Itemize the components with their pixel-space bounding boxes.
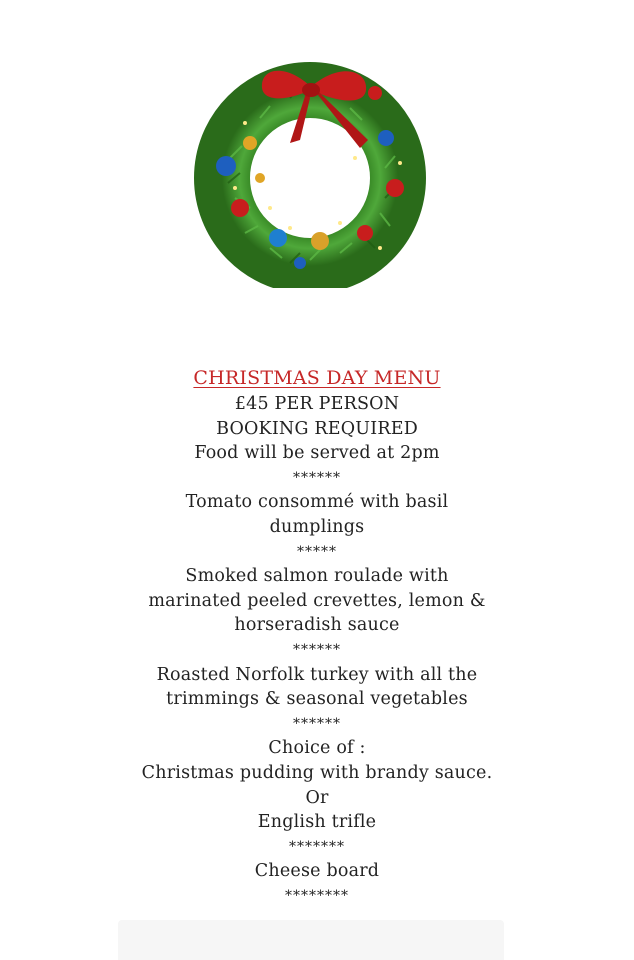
menu-booking: BOOKING REQUIRED <box>216 418 418 439</box>
menu-dessert-2: English trifle <box>257 812 377 833</box>
menu-separator: ******** <box>285 887 349 904</box>
wreath-illustration <box>190 48 440 288</box>
bottom-panel <box>118 920 504 960</box>
menu-served-time: Food will be served at 2pm <box>194 443 440 464</box>
menu-separator: ***** <box>297 543 337 560</box>
menu-price: £45 PER PERSON <box>234 394 400 414</box>
menu-main-line-1: Roasted Norfolk turkey with all the <box>156 664 478 685</box>
menu-starter-2-line-1: Smoked salmon roulade with <box>185 566 449 587</box>
menu-main-line-2: trimmings & seasonal vegetables <box>166 689 468 710</box>
menu-separator: ****** <box>293 469 341 486</box>
christmas-wreath-icon <box>190 48 440 288</box>
christmas-menu <box>0 365 634 908</box>
menu-cheese: Cheese board <box>254 861 380 882</box>
menu-starter-2-line-3: horseradish sauce <box>234 615 400 636</box>
menu-dessert-1: Christmas pudding with brandy sauce. <box>141 762 493 783</box>
menu-separator: ******* <box>289 838 345 855</box>
menu-choice-label: Choice of : <box>268 738 366 759</box>
menu-or: Or <box>305 787 329 808</box>
menu-starter-1-line-1: Tomato consommé with basil <box>185 492 449 513</box>
menu-separator: ****** <box>293 715 341 732</box>
menu-starter-2-line-2: marinated peeled crevettes, lemon & <box>148 590 486 611</box>
menu-separator: ****** <box>293 641 341 658</box>
menu-title: CHRISTMAS DAY MENU <box>193 367 441 389</box>
menu-starter-1-line-2: dumplings <box>269 516 365 537</box>
